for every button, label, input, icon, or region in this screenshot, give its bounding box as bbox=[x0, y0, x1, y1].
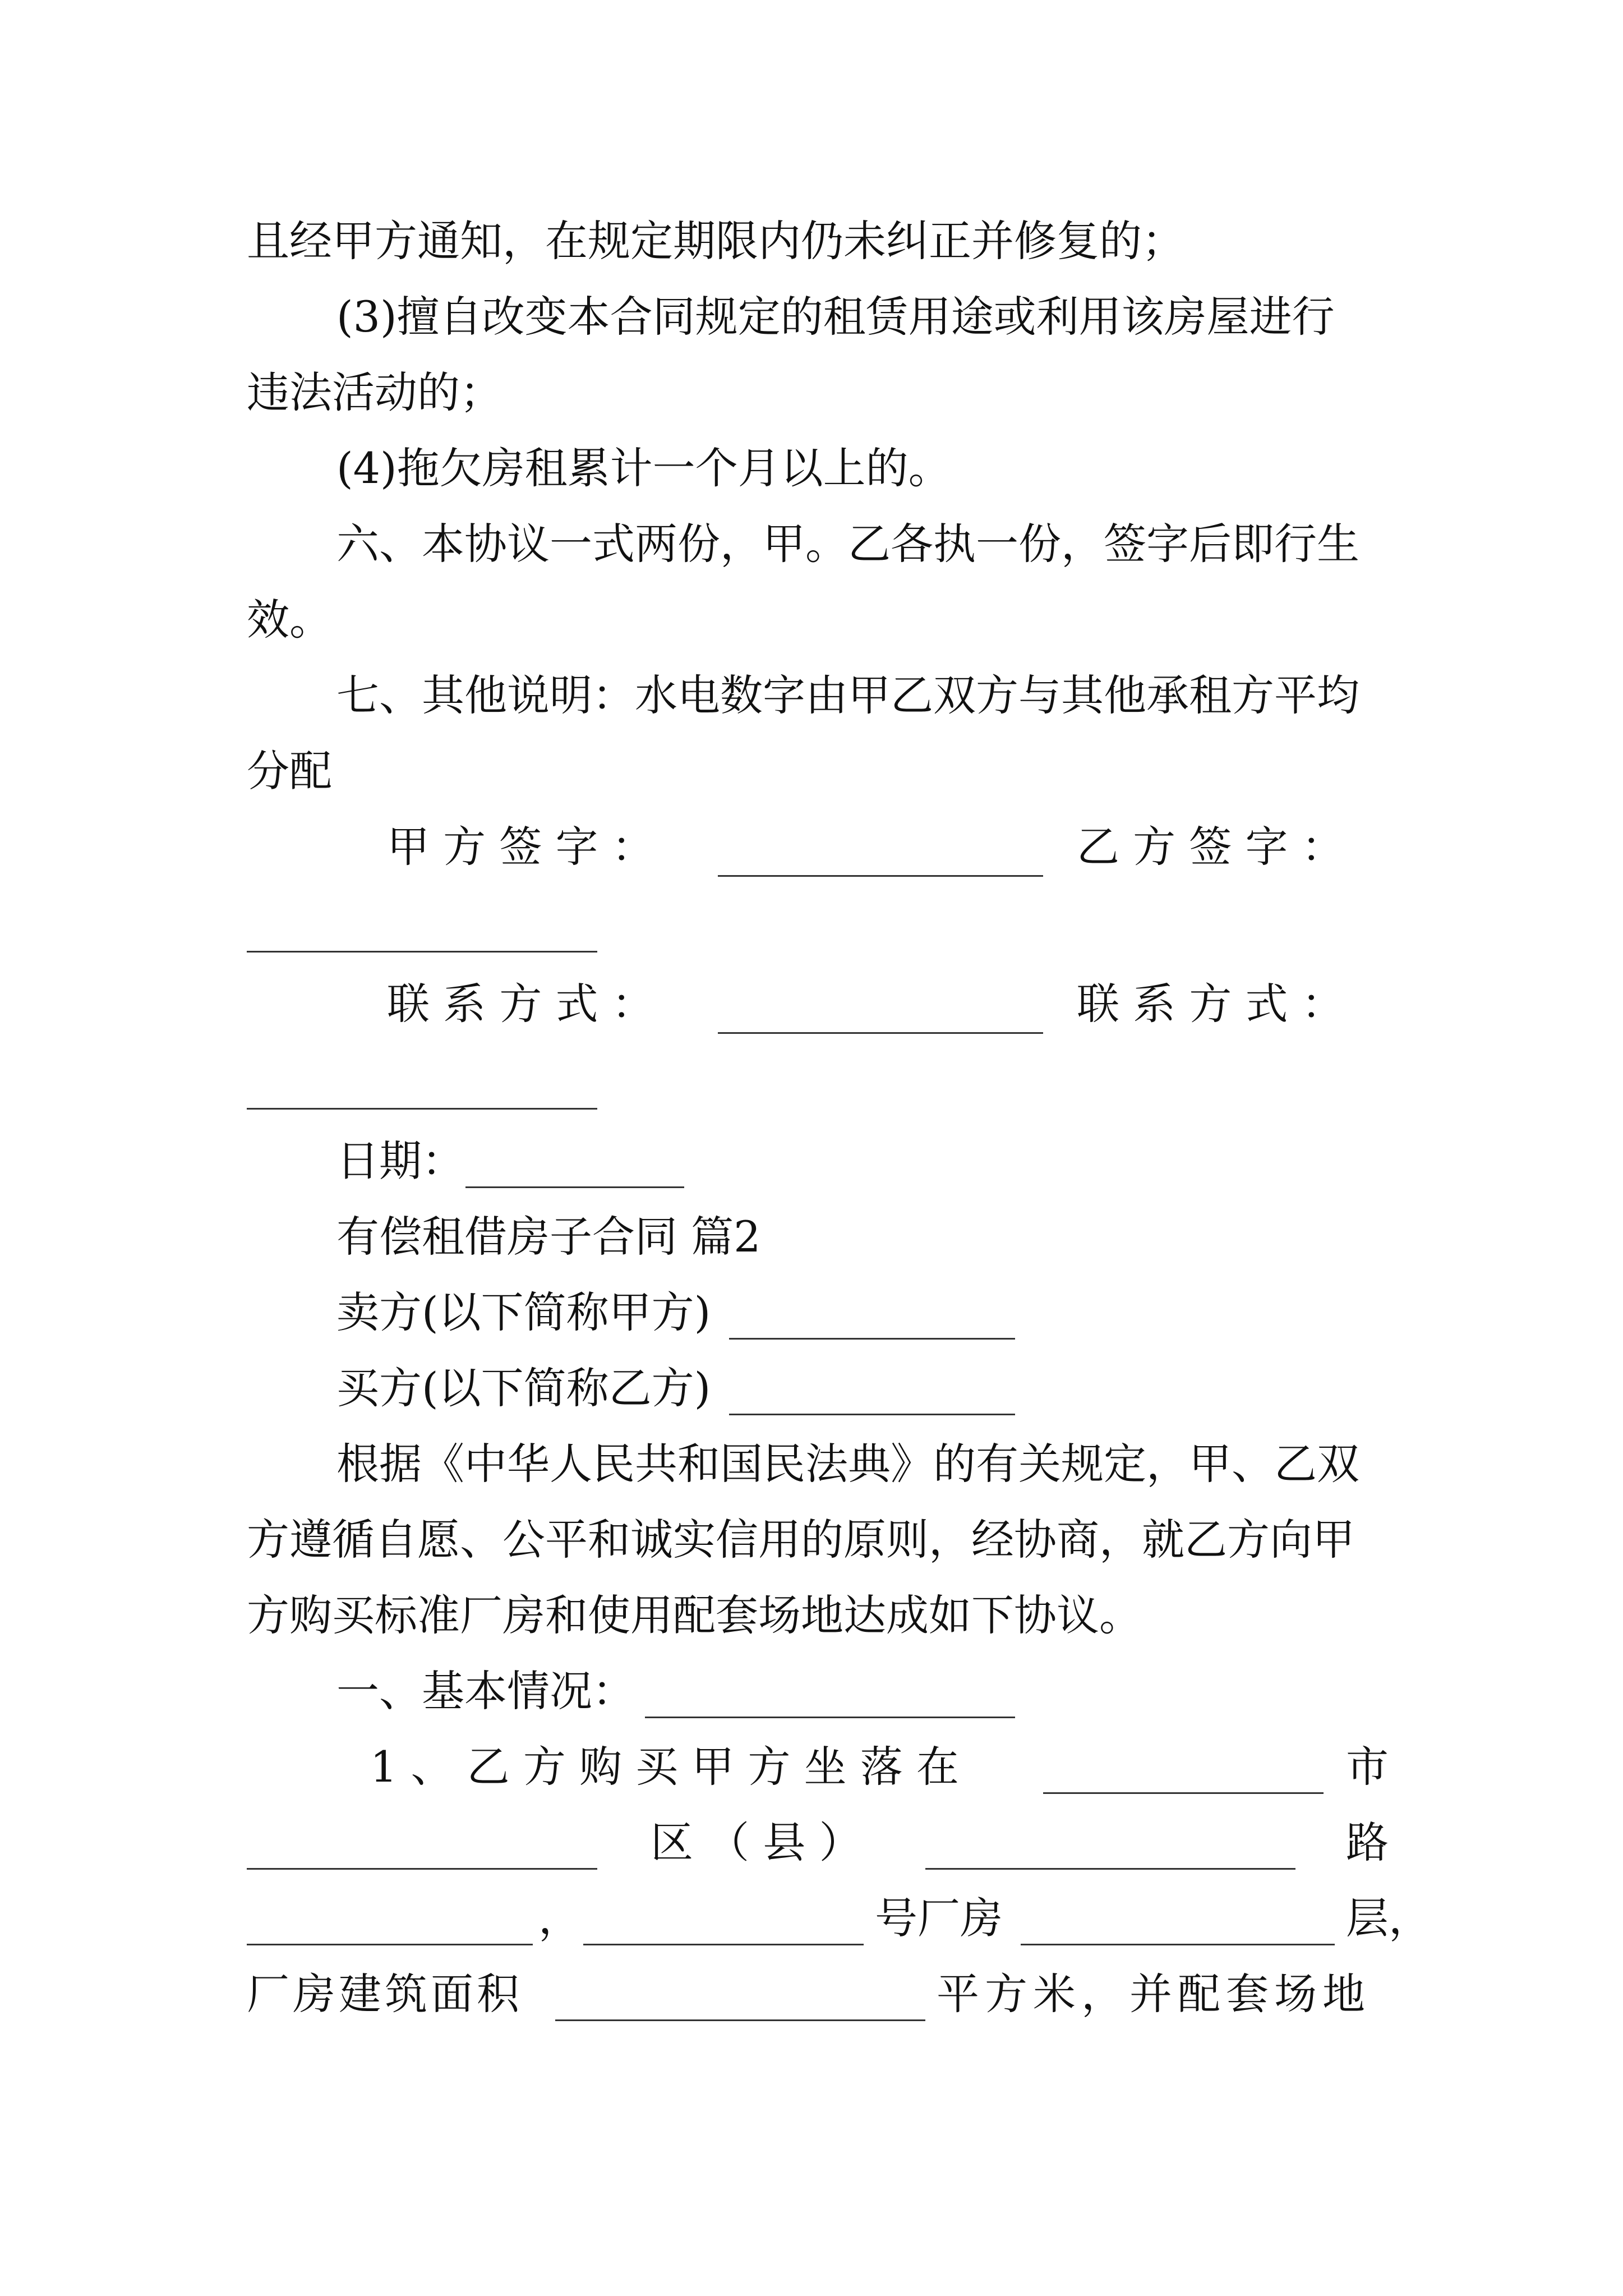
party-a-contact-label: 联 系 方 式 ： bbox=[387, 979, 654, 1029]
factory-no-label: 号厂房 bbox=[875, 1893, 1003, 1943]
district-blank[interactable] bbox=[925, 1829, 1295, 1870]
basic-info-blank[interactable] bbox=[645, 1677, 1015, 1718]
seller-blank[interactable] bbox=[729, 1299, 1015, 1340]
buyer-label: 买方(以下简称乙方) bbox=[336, 1363, 711, 1413]
seller-label: 卖方(以下简称甲方) bbox=[336, 1287, 711, 1337]
text-line: 违法活动的； bbox=[247, 367, 502, 417]
city-blank[interactable] bbox=[247, 1829, 597, 1870]
floor-label: 层， bbox=[1346, 1893, 1431, 1943]
text-line: 方购买标准厂房和使用配套场地达成如下协议。 bbox=[247, 1590, 1142, 1640]
text-line: 且经甲方通知，在规定期限内仍未纠正并修复的； bbox=[247, 216, 1184, 266]
area-unit-text: 平方米，并配套场地 bbox=[937, 1969, 1371, 2019]
text-line: 分配 bbox=[247, 746, 332, 796]
road-blank[interactable] bbox=[247, 1904, 533, 1945]
section-title: 有偿租借房子合同 篇2 bbox=[336, 1212, 761, 1262]
text-line: 六、本协议一式两份，甲。乙各执一份，签字后即行生 bbox=[336, 519, 1359, 569]
party-b-signature-label: 乙 方 签 字 ： bbox=[1077, 822, 1344, 872]
text-line: 效。 bbox=[247, 595, 332, 645]
party-b-signature-blank[interactable] bbox=[247, 912, 597, 953]
party-b-contact-label: 联 系 方 式 ： bbox=[1077, 979, 1344, 1029]
text-line: (3)擅自改变本合同规定的租赁用途或利用该房屋进行 bbox=[336, 292, 1335, 342]
buyer-blank[interactable] bbox=[729, 1374, 1015, 1415]
floor-blank[interactable] bbox=[1021, 1904, 1335, 1945]
basic-info-label: 一、基本情况： bbox=[336, 1666, 635, 1716]
area-blank[interactable] bbox=[555, 1980, 925, 2021]
text-line: (4)拖欠房租累计一个月以上的。 bbox=[336, 443, 951, 493]
date-label: 日期： bbox=[336, 1136, 464, 1186]
date-blank[interactable] bbox=[465, 1147, 684, 1188]
item1-text: 1 、 乙 方 购 买 甲 方 坐 落 在 bbox=[370, 1742, 959, 1792]
district-label: 区 （ 县 ） bbox=[651, 1818, 862, 1867]
party-a-contact-blank[interactable] bbox=[718, 993, 1043, 1034]
comma: ， bbox=[538, 1893, 581, 1943]
number-blank[interactable] bbox=[583, 1904, 864, 1945]
area-label: 厂房建筑面积 bbox=[247, 1969, 523, 2019]
party-b-contact-blank[interactable] bbox=[247, 1069, 597, 1110]
party-a-signature-blank[interactable] bbox=[718, 836, 1043, 877]
location-blank[interactable] bbox=[1043, 1753, 1324, 1794]
party-a-signature-label: 甲 方 签 字 ： bbox=[387, 822, 654, 872]
text-line: 方遵循自愿、公平和诚实信用的原则，经协商，就乙方向甲 bbox=[247, 1515, 1355, 1565]
text-line: 根据《中华人民共和国民法典》的有关规定，甲、乙双 bbox=[336, 1439, 1359, 1489]
city-label: 市 bbox=[1346, 1742, 1389, 1792]
text-line: 七、其他说明：水电数字由甲乙双方与其他承租方平均 bbox=[336, 670, 1359, 720]
road-label: 路 bbox=[1346, 1818, 1389, 1867]
